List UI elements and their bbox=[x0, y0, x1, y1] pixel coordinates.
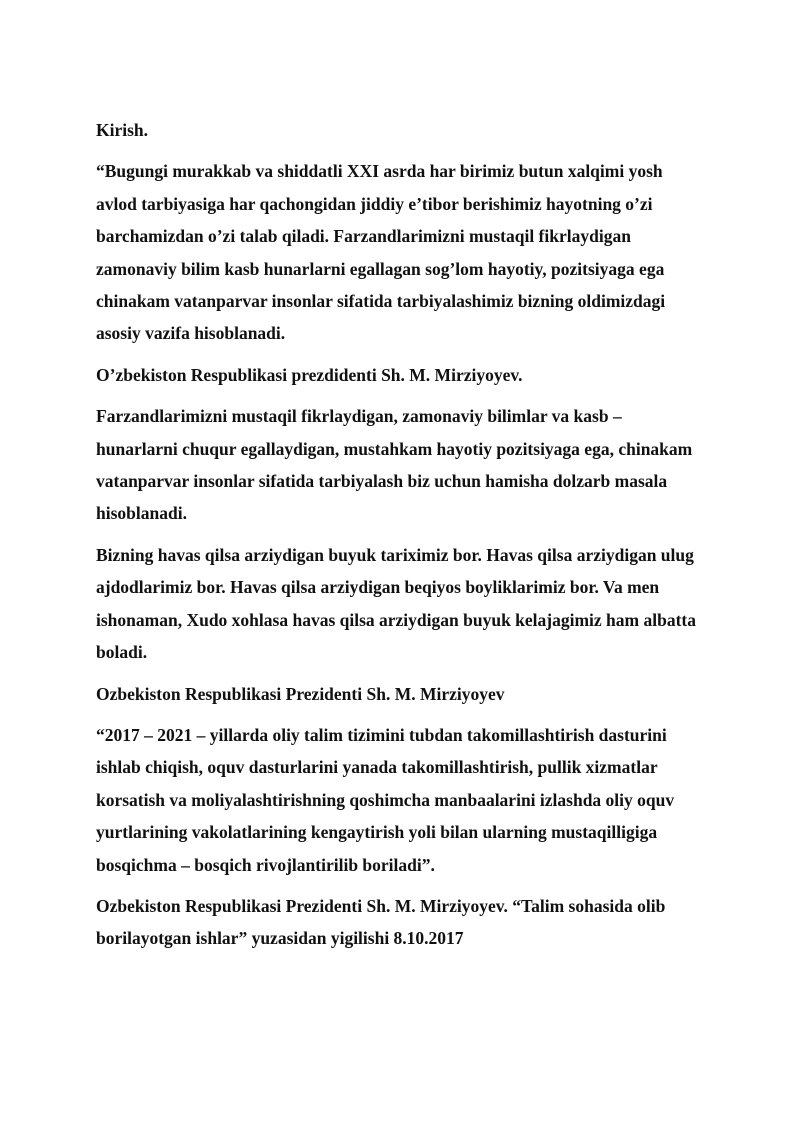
text-line: hunarlarni chuqur egallaydigan, mustahkam hayotiy pozitsiyaga ega, chinakam bbox=[96, 438, 693, 459]
heading bbox=[96, 114, 756, 146]
text-line: ishonaman, Xudo xohlasa havas qilsa arziydigan buyuk kelajagimiz ham albatta bbox=[96, 609, 696, 630]
text-line: Farzandlarimizni mustaqil fikrlaydigan, zamonaviy bilimlar va kasb – bbox=[96, 406, 622, 427]
text-line: avlod tarbiyasiga har qachongidan jiddiy e’tibor berishimiz hayotning o’zi bbox=[96, 193, 653, 214]
paragraph-epigraph-quote bbox=[96, 155, 756, 349]
text-line: chinakam vatanparvar insonlar sifatida tarbiyalashimiz bizning oldimizdagi bbox=[96, 291, 666, 312]
heading-text: Kirish. bbox=[96, 120, 149, 140]
text-line: “Bugungi murakkab va shiddatli XXI asrda har birimiz butun xalqimi yosh bbox=[96, 161, 663, 182]
text-line: Ozbekiston Respublikasi Prezidenti Sh. M. Mirziyoyev. “Talim sohasida olib bbox=[96, 895, 666, 916]
text-line: Bizning havas qilsa arziydigan buyuk tariximiz bor. Havas qilsa arziydigan ulug bbox=[96, 544, 694, 565]
text-line: O’zbekiston Respublikasi prezdidenti Sh. M. Mirziyoyev. bbox=[96, 364, 523, 385]
text-line: barchamizdan o’zi talab qiladi. Farzandlarimizni mustaqil fikrlaydigan bbox=[96, 226, 631, 247]
text-line: zamonaviy bilim kasb hunarlarni egallagan sog’lom hayotiy, pozitsiyaga ega bbox=[96, 258, 665, 279]
text-line: korsatish va moliyalashtirishning qoshimcha manbaalarini izlashda oliy oquv bbox=[96, 789, 675, 810]
text-line: hisoblanadi. bbox=[96, 503, 187, 524]
text-line: ishlab chiqish, oquv dasturlarini yanada takomillashtirish, pullik xizmatlar bbox=[96, 757, 658, 778]
text-line: vatanparvar insonlar sifatida tarbiyalash biz uchun hamisha dolzarb masala bbox=[96, 471, 668, 492]
text-line: borilayotgan ishlar” yuzasidan yigilishi 8.10.2017 bbox=[96, 928, 464, 949]
paragraph-attribution bbox=[96, 890, 756, 955]
text-line: “2017 – 2021 – yillarda oliy talim tizimini tubdan takomillashtirish dasturini bbox=[96, 724, 667, 745]
text-line: Ozbekiston Respublikasi Prezidenti Sh. M. Mirziyoyev bbox=[96, 683, 505, 704]
text-line: bosqichma – bosqich rivojlantirilib boriladi”. bbox=[96, 854, 435, 875]
text-line: ajdodlarimiz bor. Havas qilsa arziydigan beqiyos boyliklarimiz bor. Va men bbox=[96, 577, 660, 598]
text-line: yurtlarining vakolatlarining kengaytirish yoli bilan ularning mustaqilligiga bbox=[96, 822, 658, 843]
text-line: boladi. bbox=[96, 642, 148, 663]
document-body bbox=[96, 114, 756, 964]
text-line: asosiy vazifa hisoblanadi. bbox=[96, 323, 286, 344]
paragraph-body bbox=[96, 400, 756, 530]
paragraph-body bbox=[96, 539, 756, 669]
paragraph-attribution bbox=[96, 359, 756, 391]
paragraph-quote bbox=[96, 719, 756, 881]
paragraph-attribution bbox=[96, 678, 756, 710]
